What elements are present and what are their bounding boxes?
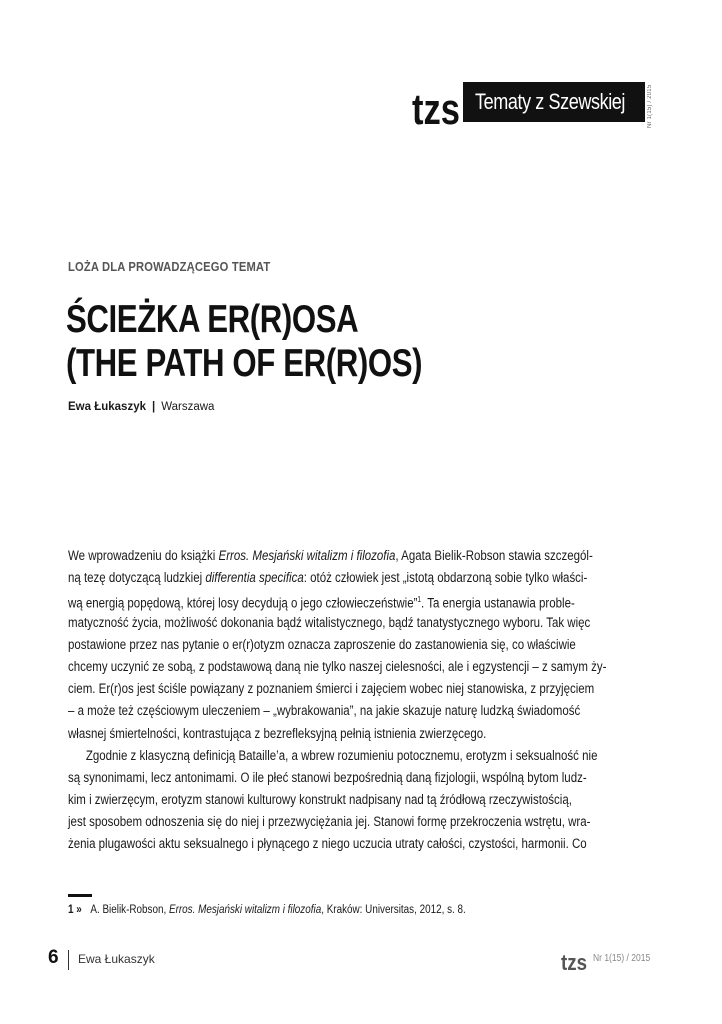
footnote-rule xyxy=(68,894,92,897)
journal-name: Tematy z Szewskiej xyxy=(475,89,626,114)
footnote: 1 » A. Bielik-Robson, Erros. Mesjański witalizm i filozofia, Kraków: Universitas, 2012, s. 8. xyxy=(68,904,466,916)
body-line: postawione przez nas pytanie o er(r)otyzm oznacza zaproszenie do zastanowienia się, co właściwie xyxy=(68,636,576,653)
footer-issue: Nr 1(15) / 2015 xyxy=(593,953,651,964)
title-line-1: ŚCIEŻKA ER(R)OSA xyxy=(66,298,359,341)
svg-text:tzs: tzs xyxy=(412,85,460,134)
article-title xyxy=(66,298,511,386)
journal-masthead xyxy=(411,76,655,134)
body-line: chcemy uczynić ze sobą, z podstawową daną nie tylko naszej cielesności, ale i egzystencji – z samym ży- xyxy=(68,658,607,675)
paragraph-2 xyxy=(68,745,651,856)
body-line: matyczność życia, możliwość dokonania bądź witalistycznego, bądź tanatystycznego wyboru. Tak więc xyxy=(68,614,591,631)
body-line: żenia plugawości aktu seksualnego i płynącego z niego uczucia utraty całości, czystości, harmonii. Co xyxy=(68,836,587,853)
section-label: LOŻA DLA PROWADZĄCEGO TEMAT xyxy=(68,259,271,274)
body-line: Zgodnie z klasyczną definicją Bataille’a, a wbrew rozumieniu potocznemu, erotyzm i seksualność nie xyxy=(85,747,598,764)
title-line-2: (THE PATH OF ER(R)OS) xyxy=(66,342,423,385)
paragraph-1 xyxy=(68,545,651,745)
svg-text:tzs: tzs xyxy=(561,950,587,975)
body-line: jest sposobem odnoszenia się do niej i przezwyciężania jej. Stanowi formę przekroczenia wstrętu, wra- xyxy=(68,814,591,831)
footnote-reference[interactable]: 1 xyxy=(417,595,422,605)
body-line: ną tezę dotyczącą ludzkiej differentia specifica: otóż człowiek jest „istotą obdarzoną sobie tylko właści- xyxy=(68,570,588,587)
article-body xyxy=(68,545,651,856)
author-name: Ewa Łukaszyk xyxy=(68,401,146,413)
footer-author: Ewa Łukaszyk xyxy=(78,952,155,966)
author-location: Warszawa xyxy=(161,401,215,413)
body-line: są synonimami, lecz antonimami. O ile płeć stanowi bezpośrednią daną fizjologii, wspólną bytom ludz- xyxy=(68,769,587,786)
body-line: wą energią popędową, której losy decydują o jego człowieczeństwie”$^1$. Ta energia ustanawia proble- xyxy=(68,595,575,613)
journal-logo xyxy=(411,76,461,134)
footer-journal-logo xyxy=(561,948,587,975)
body-line: kim i zwierzęcym, erotyzm stanowi kulturowy konstrukt nadpisany nad tą źródłową rzeczywistością, xyxy=(68,792,572,809)
body-line: We wprowadzeniu do książki Erros. Mesjański witalizm i filozofia, Agata Bielik-Robson stawia szczegól- xyxy=(68,548,593,564)
body-line: własnej śmiertelności, kontrastująca z bezrefleksyjną pełnią istnienia zwierzęcego. xyxy=(68,725,487,742)
body-line: – a może też częściowym uleczeniem – „wybrakowania”, na jakie skazuje naturę ludzką świadomość xyxy=(68,703,581,720)
footer-separator xyxy=(68,950,69,970)
byline xyxy=(68,401,214,413)
masthead-issue: Nr 1(15) / 2015 xyxy=(647,84,653,128)
journal-name-box xyxy=(463,82,645,122)
page-number: 6 xyxy=(48,947,59,968)
body-line: ciem. Er(r)os jest ściśle powiązany z poznaniem śmierci i zajęciem wobec niej stanowiska, z przyjęciem xyxy=(68,681,595,698)
footnote-mark: 1 » xyxy=(68,904,82,916)
byline-separator: | xyxy=(151,401,156,413)
